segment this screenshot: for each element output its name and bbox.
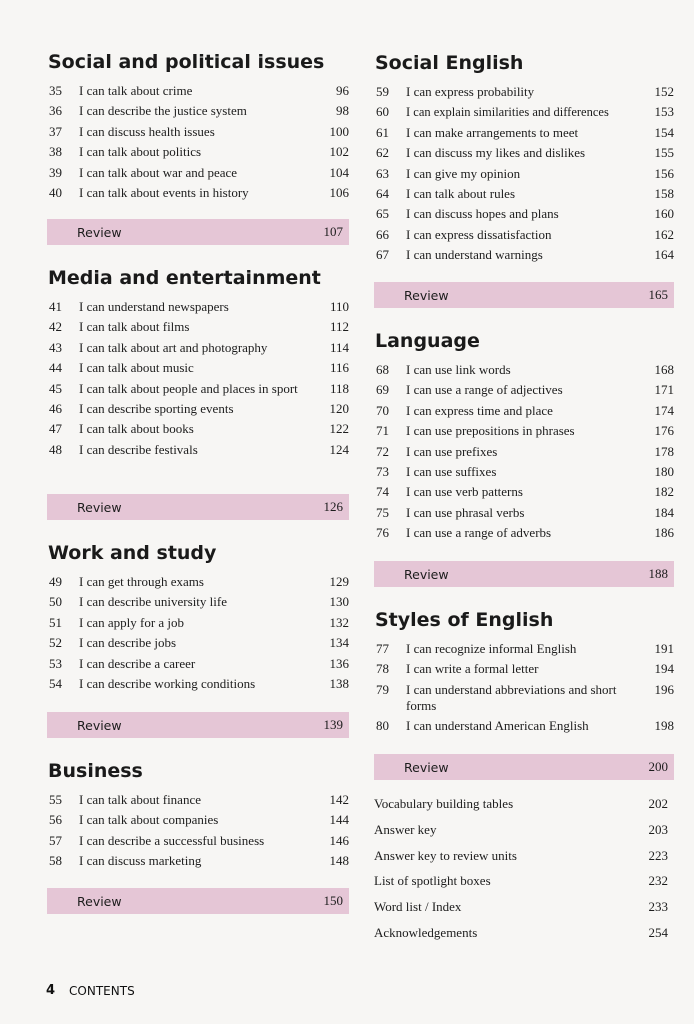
unit-number: 57 xyxy=(49,832,62,848)
unit-title: I can get through exams xyxy=(79,574,204,589)
unit-row[interactable] xyxy=(374,661,674,677)
unit-title: I can describe a successful business xyxy=(79,832,265,848)
unit-list xyxy=(374,641,674,734)
unit-page: 186 xyxy=(654,525,674,541)
unit-row[interactable] xyxy=(47,442,349,458)
review-band[interactable] xyxy=(374,561,674,587)
unit-row[interactable] xyxy=(374,362,674,378)
unit-title: I can write a formal letter xyxy=(406,661,539,677)
item-title: Word list / Index xyxy=(374,899,462,915)
item-page: 233 xyxy=(648,899,668,915)
unit-title: I can talk about books xyxy=(79,421,194,437)
unit-title: I can use prepositions in phrases xyxy=(406,423,575,439)
unit-row[interactable] xyxy=(47,299,349,315)
review-band[interactable] xyxy=(374,754,674,780)
unit-title: I can understand warnings xyxy=(406,247,543,263)
unit-title: I can describe a career xyxy=(79,655,196,671)
section-language xyxy=(374,328,674,546)
unit-row[interactable] xyxy=(47,615,349,631)
unit-page: 148 xyxy=(329,853,349,869)
section-title: Language xyxy=(375,330,480,352)
unit-row[interactable] xyxy=(374,125,674,141)
unit-row[interactable] xyxy=(374,525,674,541)
unit-row[interactable] xyxy=(47,853,349,869)
unit-number: 76 xyxy=(376,525,389,541)
unit-page: 132 xyxy=(329,614,349,630)
unit-title: I can talk about rules xyxy=(406,185,516,201)
unit-number: 51 xyxy=(49,614,62,630)
unit-page: 156 xyxy=(654,165,674,181)
unit-row[interactable] xyxy=(374,166,674,182)
unit-title: I can describe the justice system xyxy=(79,103,247,119)
unit-number: 56 xyxy=(49,812,62,828)
unit-number: 48 xyxy=(49,441,62,457)
review-page: 165 xyxy=(648,287,668,302)
unit-title: I can use a range of adverbs xyxy=(406,525,552,541)
unit-title: I can express time and place xyxy=(406,402,553,418)
unit-title: I can describe working conditions xyxy=(79,675,256,691)
review-label: Review xyxy=(77,499,122,515)
unit-title: I can talk about companies xyxy=(79,812,219,828)
unit-title: I can use phrasal verbs xyxy=(406,504,525,520)
unit-title: I can talk about music xyxy=(79,360,194,376)
unit-row[interactable] xyxy=(374,464,674,480)
unit-title: I can use a range of adjectives xyxy=(406,382,563,398)
unit-title: I can understand newspapers xyxy=(79,299,229,314)
unit-row[interactable] xyxy=(47,165,349,181)
unit-page: 153 xyxy=(654,104,674,120)
unit-number: 80 xyxy=(376,718,389,734)
unit-title: I can recognize informal English xyxy=(406,641,577,656)
unit-title: I can talk about films xyxy=(79,319,190,335)
unit-number: 47 xyxy=(49,421,62,437)
unit-title: I can explain similarities and differences xyxy=(406,105,609,120)
item-title: Acknowledgements xyxy=(374,924,478,940)
unit-number: 69 xyxy=(376,382,389,398)
unit-title: I can discuss health issues xyxy=(79,123,215,139)
item-page: 223 xyxy=(648,847,668,863)
unit-list xyxy=(374,84,674,263)
unit-number: 37 xyxy=(49,123,62,139)
unit-row[interactable] xyxy=(47,103,349,119)
unit-page: 196 xyxy=(654,681,674,697)
unit-title: I can understand abbreviations and short forms xyxy=(406,681,617,713)
unit-number: 73 xyxy=(376,463,389,479)
unit-number: 70 xyxy=(376,402,389,418)
unit-row[interactable] xyxy=(374,145,674,161)
unit-row[interactable] xyxy=(374,403,674,419)
unit-page: 130 xyxy=(329,594,349,610)
back-matter-item[interactable] xyxy=(374,899,674,915)
unit-number: 64 xyxy=(376,185,389,201)
review-band[interactable] xyxy=(47,219,349,245)
review-page: 200 xyxy=(648,759,668,774)
review-label: Review xyxy=(77,224,122,240)
unit-title: I can use suffixes xyxy=(406,463,497,479)
unit-number: 36 xyxy=(49,103,62,119)
unit-number: 41 xyxy=(49,299,62,314)
review-page: 139 xyxy=(323,717,343,732)
review-band[interactable] xyxy=(374,282,674,308)
unit-page: 164 xyxy=(654,247,674,263)
unit-row[interactable] xyxy=(374,484,674,500)
review-page: 107 xyxy=(323,224,343,239)
back-matter-item[interactable] xyxy=(374,822,674,838)
unit-title: I can discuss my likes and dislikes xyxy=(406,145,586,161)
unit-row[interactable] xyxy=(47,340,349,356)
unit-list xyxy=(47,574,349,692)
section-business xyxy=(47,758,349,874)
unit-number: 55 xyxy=(49,792,62,807)
unit-row[interactable] xyxy=(47,812,349,828)
unit-number: 50 xyxy=(49,594,62,610)
section-media-entertainment xyxy=(47,265,349,462)
unit-page: 162 xyxy=(654,226,674,242)
unit-row[interactable] xyxy=(47,421,349,437)
unit-title: I can describe university life xyxy=(79,594,227,610)
unit-number: 43 xyxy=(49,339,62,355)
review-label: Review xyxy=(77,717,122,733)
unit-page: 194 xyxy=(654,661,674,677)
unit-number: 54 xyxy=(49,675,62,691)
item-page: 202 xyxy=(648,796,668,811)
unit-page: 129 xyxy=(329,574,349,589)
unit-page: 106 xyxy=(329,184,349,200)
unit-row[interactable] xyxy=(374,423,674,439)
unit-title: I can talk about people and places in sport xyxy=(79,380,298,396)
unit-row[interactable] xyxy=(374,444,674,460)
unit-number: 71 xyxy=(376,423,389,439)
unit-row[interactable] xyxy=(47,833,349,849)
unit-row[interactable] xyxy=(47,319,349,335)
unit-page: 134 xyxy=(329,635,349,651)
unit-row[interactable] xyxy=(374,505,674,521)
unit-page: 116 xyxy=(329,360,349,376)
unit-row[interactable] xyxy=(47,594,349,610)
unit-row[interactable] xyxy=(374,682,674,714)
unit-page: 98 xyxy=(336,103,349,119)
unit-number: 58 xyxy=(49,853,62,869)
unit-row[interactable] xyxy=(47,185,349,201)
unit-row[interactable] xyxy=(374,247,674,263)
unit-row[interactable] xyxy=(47,401,349,417)
unit-page: 152 xyxy=(654,84,674,99)
item-page: 203 xyxy=(648,821,668,837)
unit-title: I can express probability xyxy=(406,84,535,99)
unit-row[interactable] xyxy=(47,124,349,140)
unit-title: I can talk about finance xyxy=(79,792,201,807)
unit-number: 67 xyxy=(376,247,389,263)
item-page: 254 xyxy=(648,924,668,940)
unit-page: 146 xyxy=(329,832,349,848)
unit-row[interactable] xyxy=(374,718,674,734)
review-label: Review xyxy=(404,566,449,582)
unit-page: 118 xyxy=(329,380,349,396)
unit-number: 75 xyxy=(376,504,389,520)
unit-page: 155 xyxy=(654,145,674,161)
section-title: Business xyxy=(48,760,143,782)
unit-title: I can talk about art and photography xyxy=(79,339,268,355)
unit-page: 104 xyxy=(329,164,349,180)
unit-number: 35 xyxy=(49,83,62,98)
item-title: List of spotlight boxes xyxy=(374,873,491,889)
unit-page: 168 xyxy=(654,362,674,377)
unit-page: 124 xyxy=(329,441,349,457)
unit-number: 40 xyxy=(49,184,62,200)
unit-number: 60 xyxy=(376,104,389,120)
unit-number: 65 xyxy=(376,206,389,222)
unit-title: I can talk about war and peace xyxy=(79,164,238,180)
unit-number: 74 xyxy=(376,484,389,500)
unit-row[interactable] xyxy=(374,227,674,243)
unit-page: 160 xyxy=(654,206,674,222)
unit-number: 38 xyxy=(49,144,62,160)
unit-row[interactable] xyxy=(47,381,349,397)
review-label: Review xyxy=(77,893,122,909)
unit-page: 138 xyxy=(329,675,349,691)
unit-number: 77 xyxy=(376,641,389,656)
unit-page: 176 xyxy=(654,423,674,439)
unit-row[interactable] xyxy=(47,144,349,160)
unit-number: 44 xyxy=(49,360,62,376)
unit-title: I can express dissatisfaction xyxy=(406,226,552,242)
unit-number: 45 xyxy=(49,380,62,396)
section-social-political xyxy=(47,49,349,205)
section-title: Social English xyxy=(375,52,524,74)
unit-title: I can apply for a job xyxy=(79,614,185,630)
unit-title: I can make arrangements to meet xyxy=(406,124,579,140)
unit-page: 198 xyxy=(654,718,674,734)
unit-row[interactable] xyxy=(47,574,349,590)
item-title: Answer key xyxy=(374,821,437,837)
item-page: 232 xyxy=(648,873,668,889)
unit-page: 182 xyxy=(654,484,674,500)
unit-row[interactable] xyxy=(374,641,674,657)
unit-page: 154 xyxy=(654,124,674,140)
section-styles-of-english xyxy=(374,607,674,739)
review-band[interactable] xyxy=(47,494,349,520)
unit-number: 52 xyxy=(49,635,62,651)
review-band[interactable] xyxy=(47,712,349,738)
unit-page: 174 xyxy=(654,402,674,418)
unit-title: I can describe festivals xyxy=(79,441,198,457)
unit-page: 136 xyxy=(329,655,349,671)
review-band[interactable] xyxy=(47,888,349,914)
unit-number: 61 xyxy=(376,124,389,140)
unit-number: 49 xyxy=(49,574,62,589)
footer-label: CONTENTS xyxy=(69,983,135,998)
review-page: 188 xyxy=(648,566,668,581)
unit-row[interactable] xyxy=(47,656,349,672)
unit-title: I can talk about politics xyxy=(79,144,202,160)
unit-number: 68 xyxy=(376,362,389,377)
unit-row[interactable] xyxy=(374,186,674,202)
item-title: Answer key to review units xyxy=(374,847,517,863)
unit-title: I can describe sporting events xyxy=(79,400,234,416)
unit-title: I can describe jobs xyxy=(79,635,177,651)
review-page: 126 xyxy=(323,499,343,514)
page-footer xyxy=(46,983,135,998)
unit-number: 53 xyxy=(49,655,62,671)
unit-number: 62 xyxy=(376,145,389,161)
unit-number: 63 xyxy=(376,165,389,181)
review-label: Review xyxy=(404,759,449,775)
unit-number: 72 xyxy=(376,443,389,459)
unit-list xyxy=(47,83,349,201)
unit-number: 46 xyxy=(49,400,62,416)
section-social-english xyxy=(374,50,674,268)
unit-page: 120 xyxy=(329,400,349,416)
unit-page: 100 xyxy=(329,123,349,139)
unit-page: 184 xyxy=(654,504,674,520)
unit-page: 96 xyxy=(336,83,349,98)
back-matter-item[interactable] xyxy=(374,848,674,864)
unit-row[interactable] xyxy=(47,676,349,692)
unit-row[interactable] xyxy=(47,635,349,651)
unit-row[interactable] xyxy=(47,83,349,99)
unit-title: I can discuss hopes and plans xyxy=(406,206,559,222)
section-title: Styles of English xyxy=(375,609,554,631)
unit-title: I can understand American English xyxy=(406,718,589,734)
unit-list xyxy=(47,792,349,869)
back-matter-item[interactable] xyxy=(374,796,674,812)
unit-number: 78 xyxy=(376,661,389,677)
unit-list xyxy=(374,362,674,541)
unit-title: I can give my opinion xyxy=(406,165,521,181)
unit-title: I can use link words xyxy=(406,362,511,377)
unit-row[interactable] xyxy=(374,382,674,398)
unit-page: 112 xyxy=(329,319,349,335)
unit-row[interactable] xyxy=(47,792,349,808)
review-page: 150 xyxy=(323,893,343,908)
section-work-study xyxy=(47,540,349,696)
review-label: Review xyxy=(404,287,449,303)
unit-page: 122 xyxy=(329,421,349,437)
unit-page: 158 xyxy=(654,185,674,201)
unit-number: 66 xyxy=(376,226,389,242)
unit-page: 180 xyxy=(654,463,674,479)
section-title: Media and entertainment xyxy=(48,267,321,289)
unit-page: 144 xyxy=(329,812,349,828)
unit-page: 110 xyxy=(329,299,349,314)
unit-title: I can talk about events in history xyxy=(79,184,249,200)
unit-page: 142 xyxy=(329,792,349,807)
unit-number: 39 xyxy=(49,164,62,180)
unit-row[interactable] xyxy=(374,206,674,222)
unit-title: I can use prefixes xyxy=(406,443,498,459)
back-matter-list xyxy=(374,796,674,951)
section-title: Social and political issues xyxy=(48,51,325,73)
back-matter-item[interactable] xyxy=(374,873,674,889)
unit-number: 79 xyxy=(376,681,389,697)
unit-page: 178 xyxy=(654,443,674,459)
unit-list xyxy=(47,299,349,458)
unit-page: 114 xyxy=(329,339,349,355)
unit-row[interactable] xyxy=(374,84,674,100)
unit-row[interactable] xyxy=(47,360,349,376)
section-title: Work and study xyxy=(48,542,217,564)
unit-row[interactable] xyxy=(374,104,674,120)
unit-number: 59 xyxy=(376,84,389,99)
item-title: Vocabulary building tables xyxy=(374,796,514,811)
page-number: 4 xyxy=(46,983,56,998)
unit-title: I can talk about crime xyxy=(79,83,193,98)
unit-number: 42 xyxy=(49,319,62,335)
unit-page: 171 xyxy=(654,382,674,398)
unit-page: 102 xyxy=(329,144,349,160)
back-matter-item[interactable] xyxy=(374,925,674,941)
unit-page: 191 xyxy=(654,641,674,656)
unit-title: I can use verb patterns xyxy=(406,484,523,500)
unit-title: I can discuss marketing xyxy=(79,853,202,869)
